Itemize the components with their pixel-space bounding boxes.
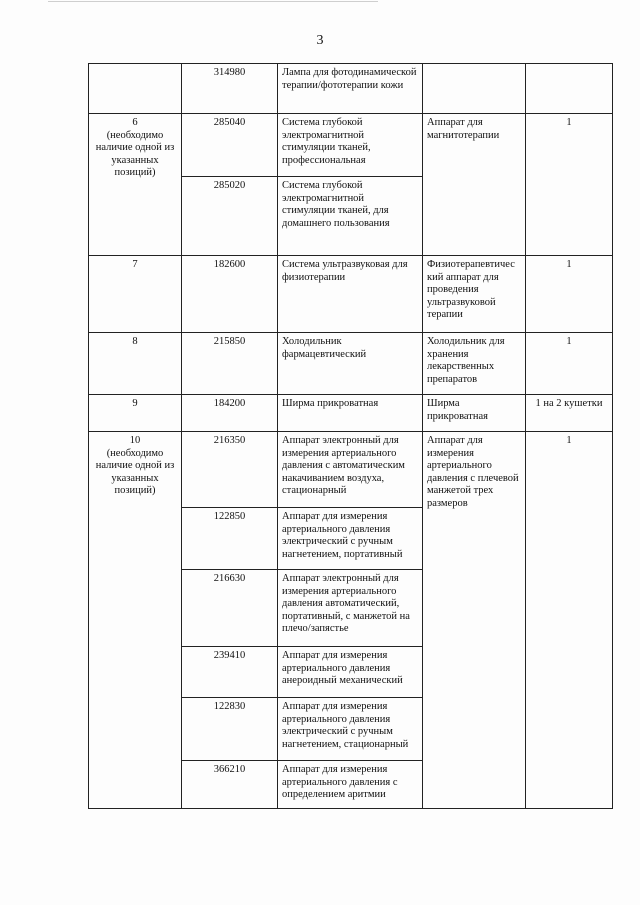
equipment-name-cell: Аппарат электронный для измерения артериального давления автоматический, портативный, с манжетой на плечо/запястье — [278, 570, 423, 647]
quantity-cell: 1 — [526, 114, 613, 256]
equipment-name-cell: Аппарат для измерения артериального давления с определением аритмии — [278, 761, 423, 809]
code-cell: 182600 — [182, 256, 278, 333]
position-number-cell: 8 — [89, 333, 182, 395]
equipment-name-cell: Система ультразвуковая для физиотерапии — [278, 256, 423, 333]
code-cell: 122830 — [182, 698, 278, 761]
code-cell: 239410 — [182, 647, 278, 698]
code-cell: 216630 — [182, 570, 278, 647]
quantity-cell: 1 — [526, 432, 613, 809]
quantity-cell: 1 — [526, 256, 613, 333]
purpose-cell — [423, 64, 526, 114]
position-number-cell — [89, 64, 182, 114]
code-cell: 184200 — [182, 395, 278, 432]
equipment-name-cell: Аппарат для измерения артериального давления анероидный механический — [278, 647, 423, 698]
equipment-name-cell: Система глубокой электромагнитной стимуляции тканей, профессиональная — [278, 114, 423, 177]
page-number: 3 — [316, 33, 324, 48]
equipment-name-cell: Система глубокой электромагнитной стимуляции тканей, для домашнего пользования — [278, 177, 423, 256]
equipment-name-cell: Лампа для фотодинамической терапии/фототерапии кожи — [278, 64, 423, 114]
equipment-name-cell: Аппарат электронный для измерения артериального давления с автоматическим накачиванием воздуха, стационарный — [278, 432, 423, 508]
scan-artifact-line — [48, 1, 378, 2]
equipment-table — [88, 63, 613, 809]
position-number-cell: 10 (необходимо наличие одной из указанных позиций) — [89, 432, 182, 809]
equipment-name-cell: Ширма прикроватная — [278, 395, 423, 432]
code-cell: 366210 — [182, 761, 278, 809]
purpose-cell: Холодильник для хранения лекарственных препаратов — [423, 333, 526, 395]
table-row — [89, 256, 613, 333]
equipment-name-cell: Холодильник фармацевтический — [278, 333, 423, 395]
equipment-name-cell: Аппарат для измерения артериального давления электрический с ручным нагнетением, портативный — [278, 508, 423, 570]
quantity-cell: 1 на 2 кушетки — [526, 395, 613, 432]
table-row — [89, 395, 613, 432]
purpose-cell: Аппарат для измерения артериального давления с плечевой манжетой трех размеров — [423, 432, 526, 809]
equipment-name-cell: Аппарат для измерения артериального давления электрический с ручным нагнетением, стационарный — [278, 698, 423, 761]
code-cell: 216350 — [182, 432, 278, 508]
table-row — [89, 432, 613, 508]
purpose-cell: Ширма прикроватная — [423, 395, 526, 432]
table-row — [89, 333, 613, 395]
table-row — [89, 64, 613, 114]
quantity-cell: 1 — [526, 333, 613, 395]
position-number-cell: 7 — [89, 256, 182, 333]
code-cell: 122850 — [182, 508, 278, 570]
quantity-cell — [526, 64, 613, 114]
code-cell: 285020 — [182, 177, 278, 256]
code-cell: 215850 — [182, 333, 278, 395]
position-number-cell: 9 — [89, 395, 182, 432]
code-cell: 314980 — [182, 64, 278, 114]
code-cell: 285040 — [182, 114, 278, 177]
purpose-cell: Физиотерапевтичес кий аппарат для проведения ультразвуковой терапии — [423, 256, 526, 333]
purpose-cell: Аппарат для магнитотерапии — [423, 114, 526, 256]
table-row — [89, 114, 613, 177]
position-number-cell: 6 (необходимо наличие одной из указанных позиций) — [89, 114, 182, 256]
